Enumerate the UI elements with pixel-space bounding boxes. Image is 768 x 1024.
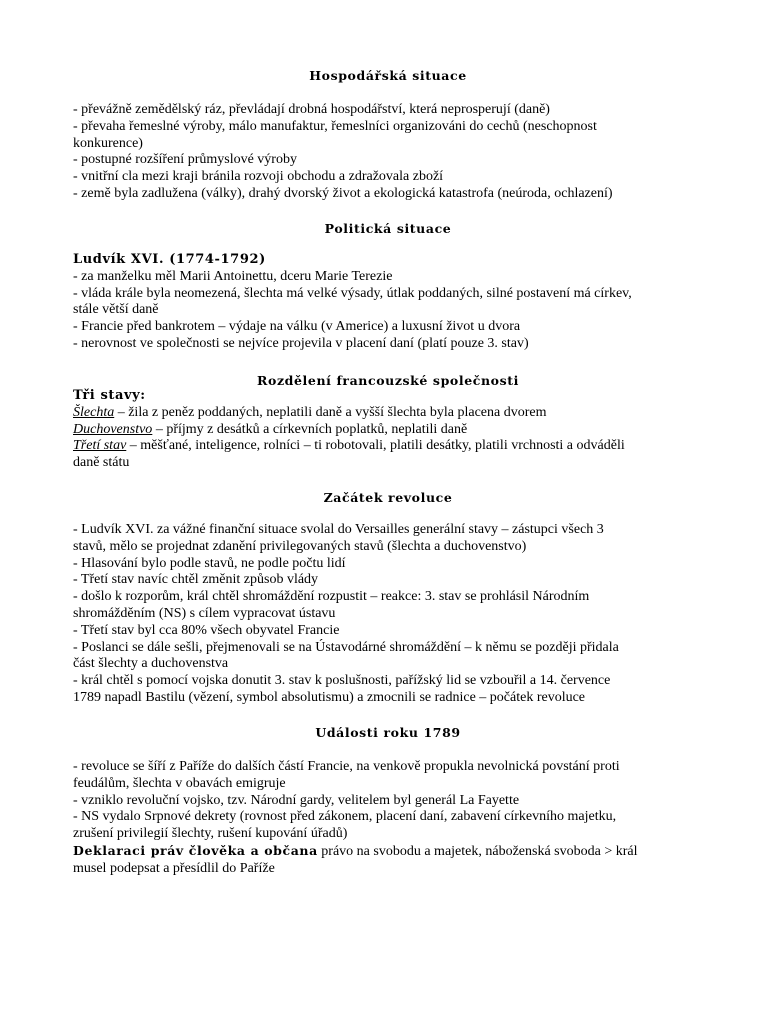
- text-line: feudálům, šlechta v obavách emigruje: [73, 775, 286, 791]
- text-line: 1789 napadl Bastilu (vězení, symbol absolutismu) a zmocnili se radnice – počátek revoluce: [73, 689, 586, 705]
- heading-revolution-start: Začátek revoluce: [323, 490, 453, 505]
- text-line: - Poslanci se dále sešli, přejmenovali se na Ústavodárné shromáždění – k němu se později přidala: [73, 639, 619, 655]
- economic-section: [73, 102, 703, 203]
- estate-text: – žila z peněz poddaných, neplatili daně a vyšší šlechta byla placena dvorem: [114, 404, 547, 420]
- heading-political: Politická situace: [324, 221, 452, 236]
- society-section: [73, 388, 703, 472]
- text-line: - Hlasování bylo podle stavů, ne podle počtu lidí: [73, 555, 346, 571]
- heading-economic: Hospodářská situace: [309, 68, 467, 83]
- text-line: - převaha řemeslné výroby, málo manufaktur, řemeslníci organizováni do cechů (neschopnost: [73, 118, 597, 134]
- text-line: musel podepsat a přesídlil do Paříže: [73, 860, 275, 876]
- declaration-text: právo na svobodu a majetek, náboženská svoboda > král: [317, 843, 638, 859]
- text-line: - nerovnost ve společnosti se nejvíce projevila v placení daní (platí pouze 3. stav): [73, 335, 529, 351]
- declaration-title: Deklaraci práv člověka a občana: [73, 842, 318, 858]
- text-line: zrušení privilegií šlechty, rušení kupování úřadů): [73, 826, 348, 842]
- estate-name: Šlechta: [73, 404, 115, 420]
- text-line: - Ludvík XVI. za vážné finanční situace svolal do Versailles generální stavy – zástupci všech 3: [73, 522, 604, 537]
- text-line: část šlechty a duchovenstva: [73, 656, 229, 672]
- estate-text: – měšťané, inteligence, rolníci – ti robotovali, platili desátky, platili vrchnosti a odváděli: [126, 438, 625, 454]
- text-line: - vláda krále byla neomezená, šlechta má velké výsady, útlak poddaných, silné postavení má církev,: [73, 285, 632, 301]
- revolution-start-section: [73, 522, 703, 707]
- heading-society: Rozdělení francouzské společnosti: [257, 373, 519, 388]
- text-line: - Třetí stav navíc chtěl změnit způsob vlády: [73, 572, 319, 588]
- estate-line: [73, 405, 703, 422]
- estate-name: Třetí stav: [73, 438, 127, 454]
- text-line: - král chtěl s pomocí vojska donutit 3. stav k poslušnosti, pařížský lid se vzbouřil a 14. července: [73, 673, 611, 689]
- text-line: - za manželku měl Marii Antoinettu, dceru Marie Terezie: [73, 268, 393, 284]
- heading-events-1789: Události roku 1789: [315, 725, 461, 740]
- text-line: - vzniklo revoluční vojsko, tzv. Národní gardy, velitelem byl generál La Fayette: [73, 792, 520, 808]
- estate-text: – příjmy z desátků a církevních poplatků, neplatili daně: [152, 421, 468, 437]
- estate-name: Duchovenstvo: [73, 421, 153, 437]
- subheading-louis: Ludvík XVI. (1774-1792): [73, 252, 266, 267]
- events-1789-section: [73, 759, 703, 878]
- estate-line: [73, 438, 703, 455]
- text-line: - převážně zemědělský ráz, převládají drobná hospodářství, která neprosperují (daně): [73, 102, 550, 117]
- text-line: konkurence): [73, 135, 143, 151]
- text-line: - revoluce se šíří z Paříže do dalších částí Francie, na venkově propukla nevolnická povstání proti: [73, 759, 620, 774]
- text-line: daně státu: [73, 455, 130, 471]
- text-line: - Třetí stav byl cca 80% všech obyvatel Francie: [73, 622, 340, 638]
- text-line: - vnitřní cla mezi kraji bránila rozvoji obchodu a zdražovala zboží: [73, 169, 444, 185]
- text-line: - postupné rozšíření průmyslové výroby: [73, 152, 297, 168]
- text-line: - země byla zadlužena (války), drahý dvorský život a ekologická katastrofa (neúroda, ochlazení): [73, 185, 613, 201]
- text-line: stále větší daně: [73, 302, 159, 318]
- estate-line: [73, 422, 703, 439]
- text-line: - došlo k rozporům, král chtěl shromáždění rozpustit – reakce: 3. stav se prohlásil Národním: [73, 589, 590, 605]
- text-line: shromážděním (NS) s cílem vypracovat ústavu: [73, 605, 336, 621]
- subheading-three-estates: Tři stavy:: [73, 388, 146, 403]
- text-line: - NS vydalo Srpnové dekrety (rovnost před zákonem, placení daní, zabavení církevního majetku,: [73, 809, 617, 825]
- declaration-line: [73, 843, 703, 861]
- text-line: stavů, mělo se projednat zdanění privilegovaných stavů (šlechta a duchovenstvo): [73, 538, 527, 554]
- text-line: - Francie před bankrotem – výdaje na válku (v Americe) a luxusní život u dvora: [73, 319, 521, 335]
- political-section: [73, 252, 703, 353]
